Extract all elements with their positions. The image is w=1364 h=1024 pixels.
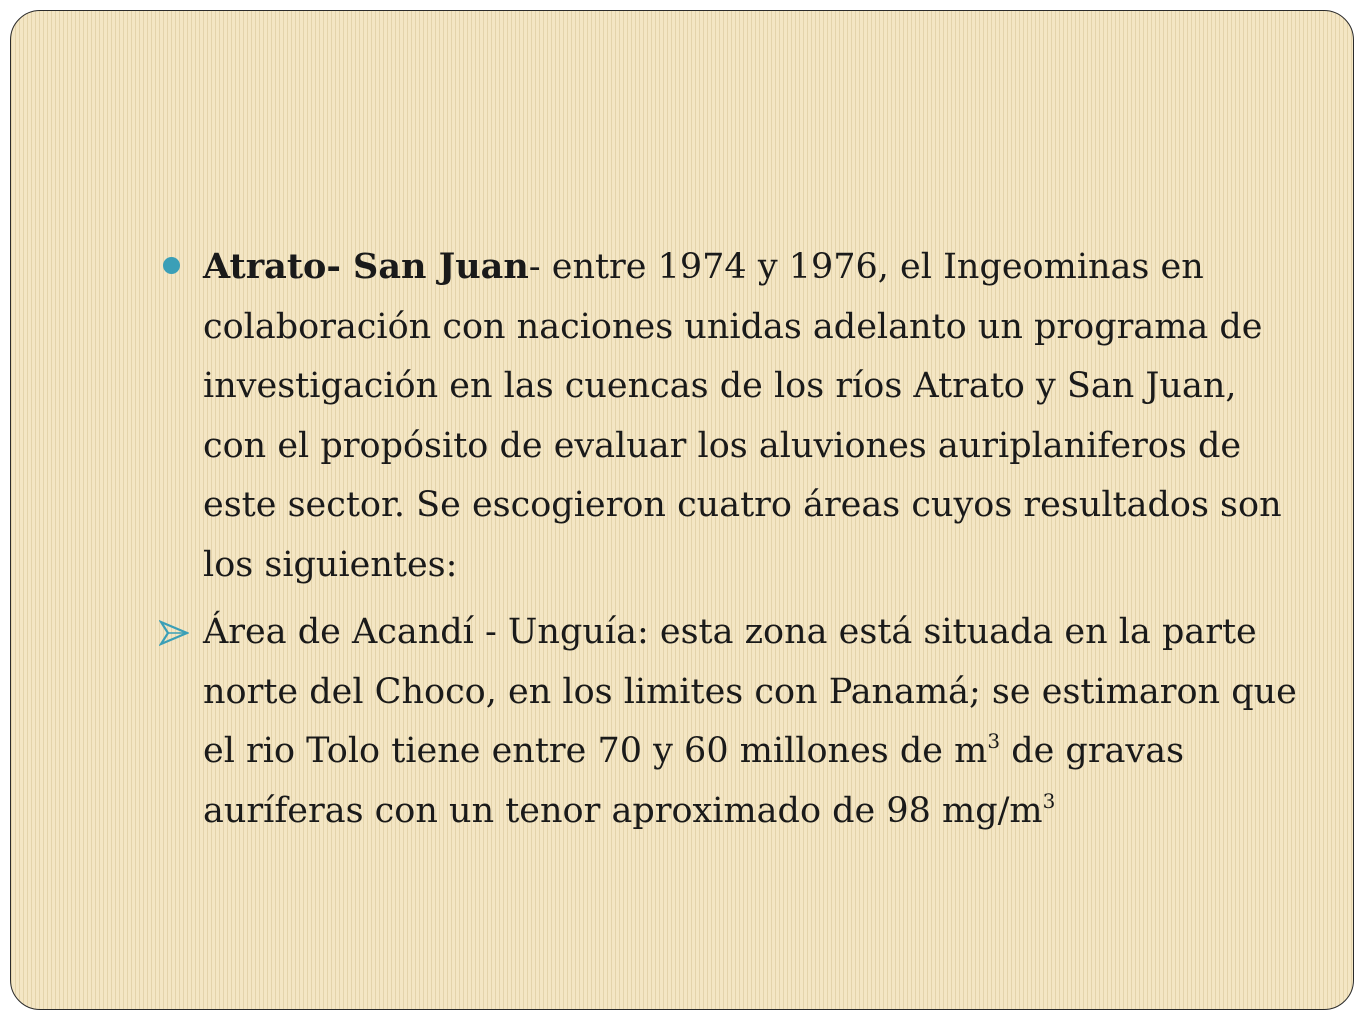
slide-body: [159, 237, 1299, 841]
bullet-atrato-san-juan: [159, 237, 1299, 595]
bullet-text-part-1: Área de Acandí - Unguía: esta zona está situada en la parte norte del Choco, en los limites con Panamá; se estimaron que el rio Tolo tiene entre 70 y 60 millones de m: [203, 612, 1297, 771]
bullet-text-part-2: de gravas auríferas con un tenor aproximado de 98 mg/m: [203, 731, 1185, 831]
slide: [10, 10, 1354, 1010]
superscript-cubic-2: 3: [1042, 788, 1056, 813]
arrow-bullet-icon: [159, 620, 189, 646]
circle-bullet-icon: [163, 257, 180, 274]
superscript-cubic: 3: [987, 729, 1001, 753]
bullet-title: Atrato- San Juan: [203, 246, 529, 287]
bullet-acandi-unguia: [159, 603, 1299, 841]
bullet-text: - entre 1974 y 1976, el Ingeominas en colaboración con naciones unidas adelanto un programa de investigación en las cuencas de los ríos Atrato y San Juan, con el propósito de evaluar los aluviones auriplaniferos de este sector. Se escogieron cuatro áreas cuyos resultados son los siguientes:: [203, 247, 1282, 585]
